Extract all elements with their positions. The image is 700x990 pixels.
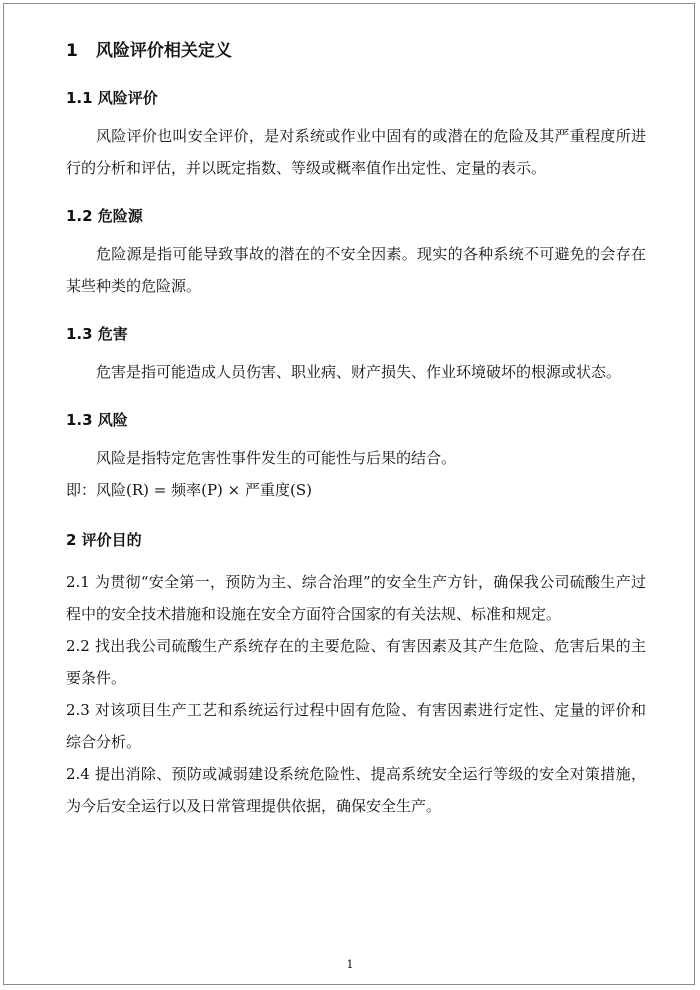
definition-4-heading: 1.3 风险	[66, 411, 128, 429]
document-body	[66, 30, 646, 822]
goal-item-4: 2.4 提出消除、预防或减弱建设系统危险性、提高系统安全运行等级的安全对策措施，为今后安全运行以及日常管理提供依据，确保安全生产。	[66, 765, 646, 815]
section-1-heading	[66, 38, 646, 64]
risk-formula: 即：风险(R) = 频率(P) × 严重度(S)	[66, 481, 312, 499]
page-number: 1	[346, 958, 354, 971]
definition-3-heading: 1.3 危害	[66, 325, 128, 343]
section-2-heading: 2 评价目的	[66, 531, 142, 549]
goal-item-1: 2.1 为贯彻“安全第一，预防为主、综合治理”的安全生产方针，确保我公司硫酸生产过程中的安全技术措施和设施在安全方面符合国家的有关法规、标准和规定。	[66, 573, 646, 623]
goal-item-2: 2.2 找出我公司硫酸生产系统存在的主要危险、有害因素及其产生危险、危害后果的主要条件。	[66, 637, 646, 687]
definition-2-text: 危险源是指可能导致事故的潜在的不安全因素。现实的各种系统不可避免的会存在某些种类的危险源。	[66, 245, 646, 295]
goal-item-3: 2.3 对该项目生产工艺和系统运行过程中固有危险、有害因素进行定性、定量的评价和综合分析。	[66, 701, 646, 751]
definition-3-text: 危害是指可能造成人员伤害、职业病、财产损失、作业环境破坏的根源或状态。	[96, 363, 622, 381]
definition-1-heading: 1.1 风险评价	[66, 89, 158, 107]
definition-2-heading: 1.2 危险源	[66, 207, 143, 225]
section-1-title: 风险评价相关定义	[95, 41, 232, 61]
definition-1-text: 风险评价也叫安全评价，是对系统或作业中固有的或潜在的危险及其严重程度所进行的分析和评估，并以既定指数、等级或概率值作出定性、定量的表示。	[66, 127, 646, 177]
section-1-number: 1	[66, 41, 78, 61]
definition-4-text: 风险是指特定危害性事件发生的可能性与后果的结合。	[96, 449, 457, 467]
